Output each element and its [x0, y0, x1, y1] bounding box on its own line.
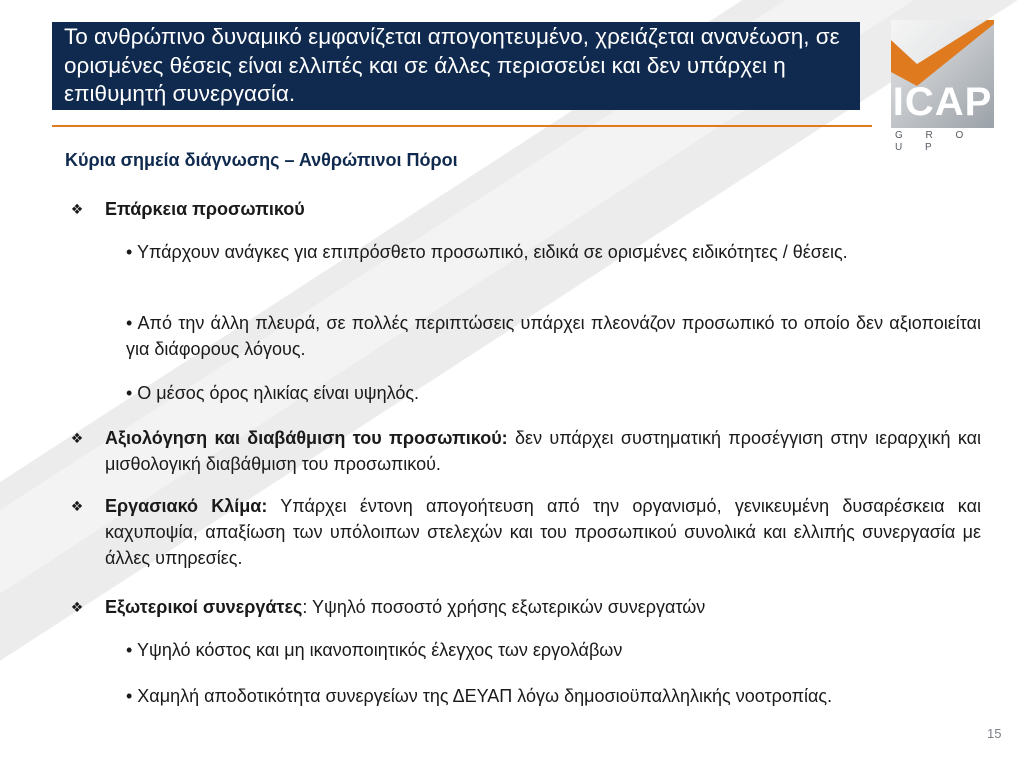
diamond-bullet-icon: ❖: [70, 599, 84, 615]
bullet-external-text: : Υψηλό ποσοστό χρήσης εξωτερικών συνεργατών: [302, 597, 706, 617]
bullet-staffing-title: Επάρκεια προσωπικού: [105, 199, 305, 219]
sub-bullet-staffing-2: • Από την άλλη πλευρά, σε πολλές περιπτώσεις υπάρχει πλεονάζον προσωπικό το οποίο δεν αξιοποιείται για διάφορους λόγους.: [126, 313, 981, 359]
bullet-evaluation-title: Αξιολόγηση και διαβάθμιση του προσωπικού:: [105, 428, 508, 448]
diamond-bullet-icon: ❖: [70, 201, 84, 217]
diamond-bullet-icon: ❖: [70, 498, 84, 514]
bullet-climate-title: Εργασιακό Κλίμα:: [105, 496, 268, 516]
bullet-evaluation-text: δεν υπάρχει συστηματική προσέγγιση στην ιεραρχική και μισθολογική διαβάθμιση του προσωπικού.: [105, 428, 982, 474]
sub-bullet-staffing-1: • Υπάρχουν ανάγκες για επιπρόσθετο προσωπικό, ειδικά σε ορισμένες ειδικότητες / θέσεις.: [126, 242, 848, 262]
bullet-external: [105, 594, 981, 620]
bullet-climate-text: Υπάρχει έντονη απογοήτευση από την οργανισμό, γενικευμένη δυσαρέσκεια και καχυποψία, απαξίωση των υπόλοιπων στελεχών και του προσωπικού συνολικά και ελλιπής συνεργασία με άλλες υπηρεσίες.: [105, 496, 981, 568]
logo-group-text: G R O U P: [895, 130, 974, 153]
sub-bullet-staffing-3: • Ο μέσος όρος ηλικίας είναι υψηλός.: [126, 383, 420, 403]
page-number: 15: [987, 726, 1002, 741]
bullet-external-title: Εξωτερικοί συνεργάτες: [105, 597, 303, 617]
slide-title: Το ανθρώπινο δυναμικό εμφανίζεται απογοητευμένο, χρειάζεται ανανέωση, σε ορισμένες θέσεις είναι ελλιπές και σε άλλες περισσεύει και δεν υπάρχει η επιθυμητή συνεργασία.: [64, 24, 840, 106]
bullet-evaluation: [105, 425, 981, 477]
sub-bullet-external-2: • Χαμηλή αποδοτικότητα συνεργείων της ΔΕΥΑΠ λόγω δημοσιοϋπαλληλικής νοοτροπίας.: [126, 686, 833, 706]
diamond-bullet-icon: ❖: [70, 430, 84, 446]
logo-brand-text: ICAP: [892, 80, 993, 124]
sub-bullet-external-1: • Υψηλό κόστος και μη ικανοποιητικός έλεγχος των εργολάβων: [126, 640, 623, 660]
section-heading: Κύρια σημεία διάγνωσης – Ανθρώπινοι Πόροι: [65, 150, 458, 170]
bullet-climate: [105, 493, 981, 571]
